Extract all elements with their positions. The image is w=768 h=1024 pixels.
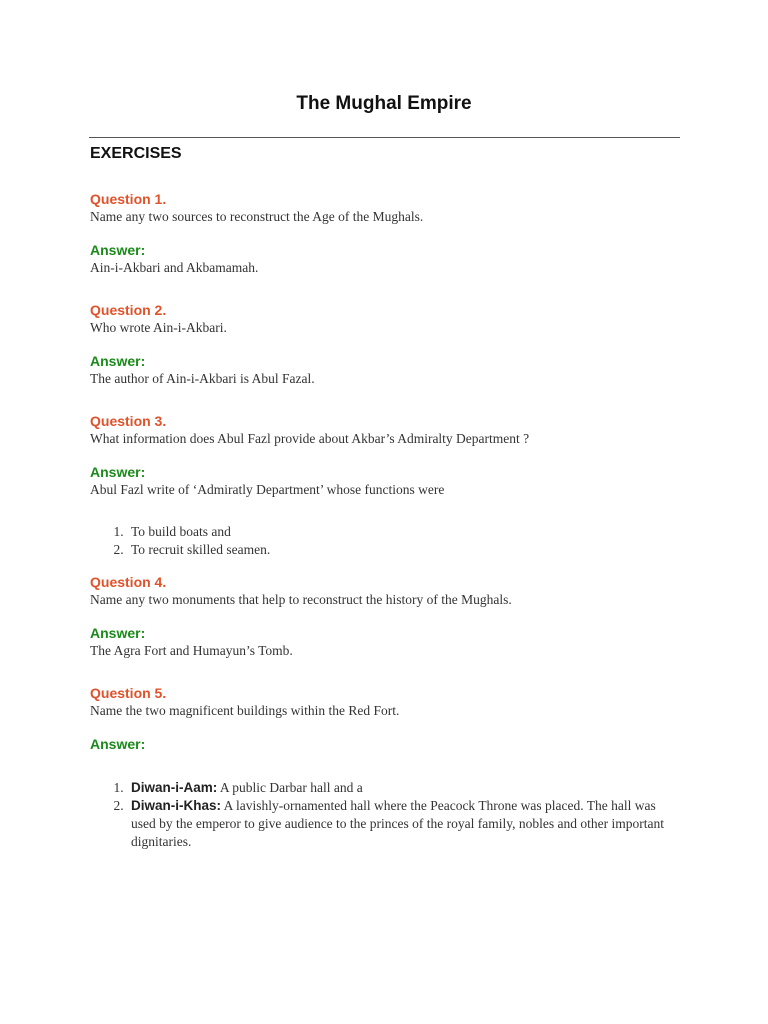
list-item-term: Diwan-i-Khas: <box>131 798 222 813</box>
answer-1-text: Ain-i-Akbari and Akbamamah. <box>90 260 259 275</box>
question-1-label: Question 1. <box>90 191 167 207</box>
answer-5 <box>90 735 680 851</box>
list-item-term: Diwan-i-Aam: <box>131 780 218 795</box>
answer-1 <box>90 241 680 277</box>
answer-4 <box>90 624 680 660</box>
title-divider <box>89 137 680 138</box>
question-4-label: Question 4. <box>90 574 167 590</box>
question-2-text: Who wrote Ain-i-Akbari. <box>90 320 227 335</box>
question-5-label: Question 5. <box>90 685 167 701</box>
question-1 <box>90 190 680 226</box>
page-title: The Mughal Empire <box>296 93 472 114</box>
answer-3 <box>90 463 680 559</box>
question-3 <box>90 412 680 448</box>
exercise-content <box>90 190 680 866</box>
answer-1-label: Answer: <box>90 242 146 258</box>
question-1-text: Name any two sources to reconstruct the Age of the Mughals. <box>90 209 424 224</box>
question-5 <box>90 684 680 720</box>
section-heading: EXERCISES <box>90 145 182 162</box>
answer-2 <box>90 352 680 388</box>
question-3-label: Question 3. <box>90 413 167 429</box>
question-3-text: What information does Abul Fazl provide about Akbar’s Admiralty Department ? <box>90 431 530 446</box>
answer-3-list <box>90 523 680 559</box>
question-4 <box>90 573 680 609</box>
answer-3-label: Answer: <box>90 464 146 480</box>
list-item-desc: A lavishly-ornamented hall where the Peacock Throne was placed. The hall was used by the emperor to give audience to the princes of the royal family, nobles and other important dignitaries. <box>131 798 664 849</box>
list-item <box>127 779 680 797</box>
answer-3-text: Abul Fazl write of ‘Admiratly Department’ whose functions were <box>90 482 445 497</box>
question-2-label: Question 2. <box>90 302 167 318</box>
answer-4-text: The Agra Fort and Humayun’s Tomb. <box>90 643 293 658</box>
answer-5-list <box>90 779 680 851</box>
answer-2-label: Answer: <box>90 353 146 369</box>
question-5-text: Name the two magnificent buildings within the Red Fort. <box>90 703 400 718</box>
list-item-desc: A public Darbar hall and a <box>217 780 363 795</box>
answer-2-text: The author of Ain-i-Akbari is Abul Fazal. <box>90 371 315 386</box>
answer-4-label: Answer: <box>90 625 146 641</box>
question-4-text: Name any two monuments that help to reconstruct the history of the Mughals. <box>90 592 512 607</box>
list-item: 1. To build boats and <box>127 523 680 541</box>
list-item: 2. To recruit skilled seamen. <box>127 541 680 559</box>
answer-5-label: Answer: <box>90 736 146 752</box>
list-item <box>127 797 680 851</box>
question-2 <box>90 301 680 337</box>
